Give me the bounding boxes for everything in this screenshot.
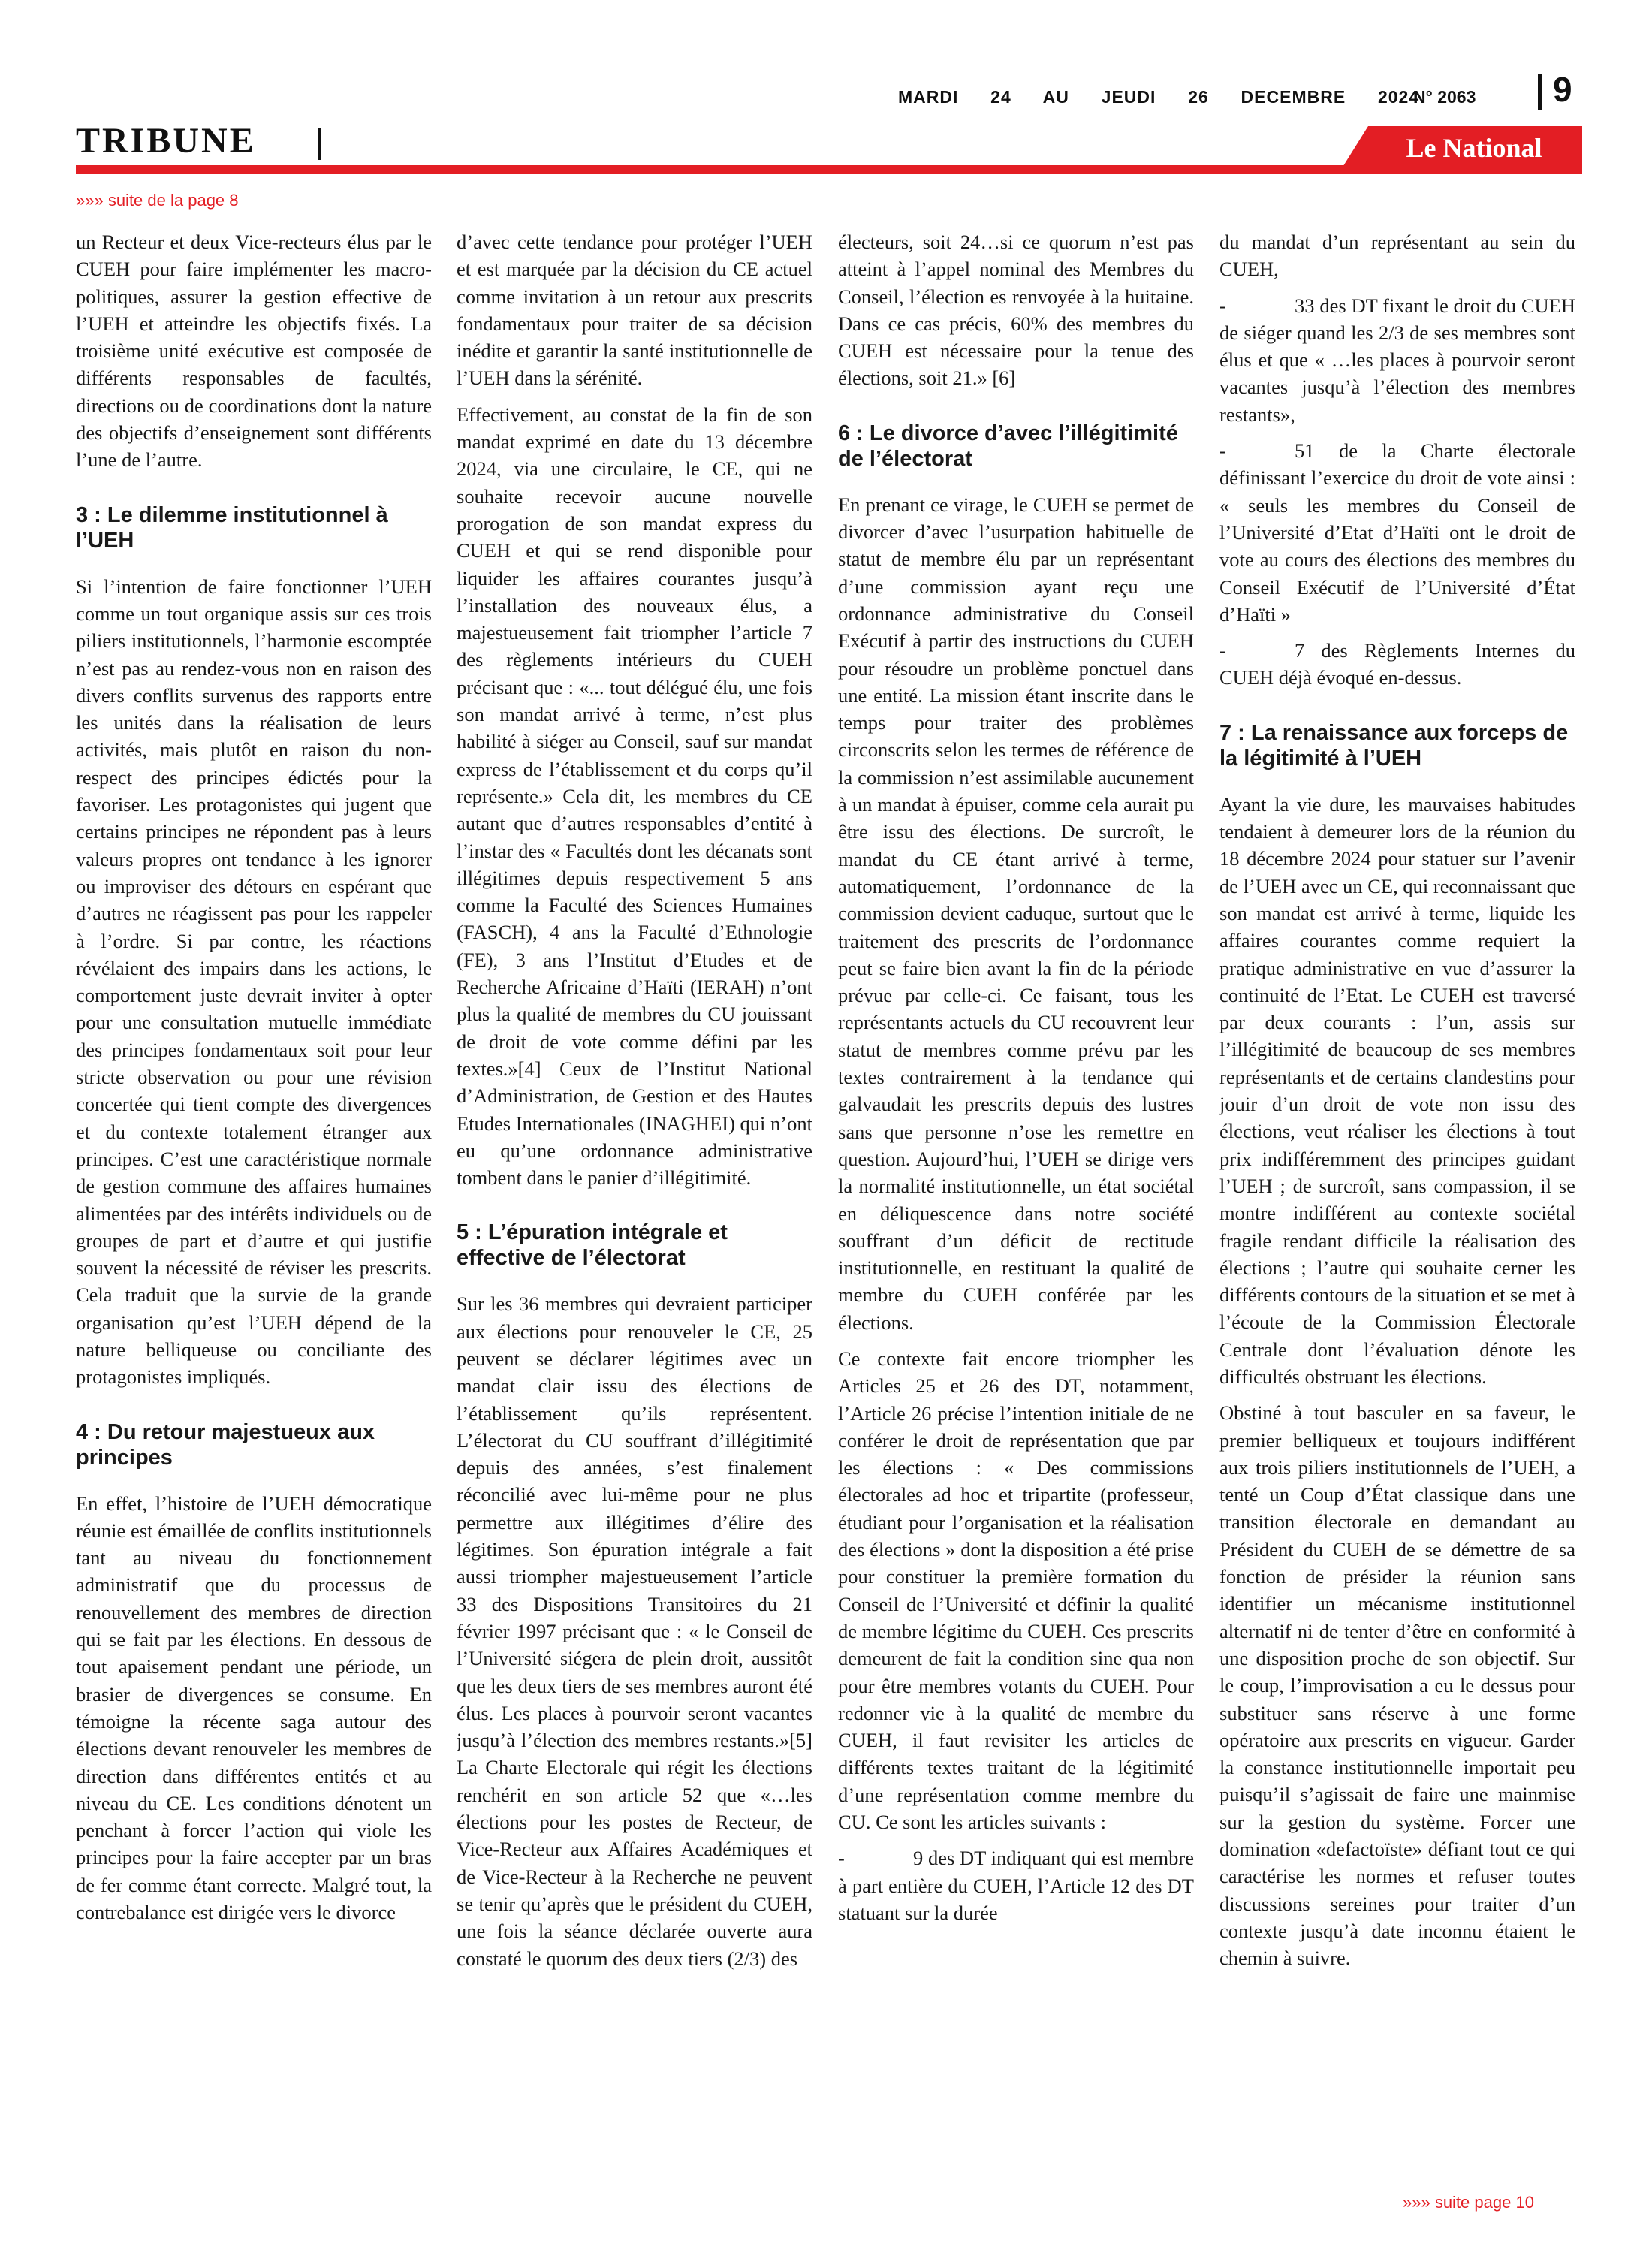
list-dash: - [838, 1847, 845, 1870]
subheading: 4 : Du retour majestueux aux principes [76, 1419, 375, 1470]
article-column-1 [76, 228, 432, 2181]
list-dash: - [1219, 639, 1226, 662]
paragraph: Ayant la vie dure, les mauvaises habitudes tendaient à demeurer lors de la réunion du 18 décembre 2024 pour statuer sur l’avenir de l’UEH avec un CE, qui reconnaissant que son mandat est arrivé à terme, liquide les affaires courantes comme requiert la pratique administrative en vue d’assurer la continuité de l’Etat. Le CUEH est traversé par deux courants : l’un, assis sur l’illégitimité de beaucoup de ses membres représentants et de certains clandestins pour jouir d’un droit de vote non issu des élections, veut réaliser les élections à tout prix indifféremment des principes guidant l’UEH ; de surcroît, sans compassion, il se montre indifférent au contexte sociétal fragile rendant difficile la réalisation des élections ; l’autre qui souhaite cerner les différents contours de la situation et se met à l’écoute de la Commission Électorale Centrale dont l’évaluation dénote les difficultés obstruant les élections. [1219, 792, 1575, 1388]
paragraph: d’avec cette tendance pour protéger l’UEH et est marquée par la décision du CE actuel comme invitation à un retour aux prescrits fondamentaux pour traiter de sa décision inédite et garantir la santé institutionnelle de l’UEH dans la sérénité. [457, 231, 812, 390]
paragraph: Effectivement, au constat de la fin de son mandat exprimé en date du 13 décembre 2024, via une circulaire, le CE, qui ne souhaite recevoir aucune nouvelle prorogation de son mandat express du CUEH et qui se rend disponible pour liquider les affaires courantes jusqu’à l’installation des nouveaux élus, a majestueusement fait triompher l’article 7 des règlements intérieurs du CUEH précisant que : «... tout délégué élu, une fois son mandat arrivé à terme, n’est plus habilité à siéger au Conseil, sauf sur mandat express de l’établissement et du corps qu’il représente.» Cela dit, les membres du CE autant que d’autres responsables d’entité à l’instar des « Facultés dont les décanats sont illégitimes depuis respectivement 5 ans comme la Faculté des Sciences Humaines (FASCH), 4 ans la Faculté d’Ethnologie (FE), 3 ans l’Institut d’Etudes et de Recherche Africaine d’Haïti (IERAH) n’ont plus la qualité de membres du CU jouissant de droit de vote comme défini par les textes.»[4] Ceux de l’Institut National d’Administration, de Gestion et des Hautes Etudes Internationales (INAGHEI) qui n’ont eu qu’une ordonnance administrative tombent dans le panier d’illégitimité. [457, 403, 812, 1190]
subheading: 7 : La renaissance aux forceps de la légitimité à l’UEH [1219, 720, 1569, 771]
paragraph: Obstiné à tout basculer en sa faveur, le premier belliqueux et toujours indifférent aux trois piliers institutionnels de l’UEH, a tenté un Coup d’État classique dans une transition électorale en demandant au Président du CUEH de se démettre de sa fonction de présider la réunion sans identifier un mécanisme institutionnel alternatif ni de tenter d’être en conformité à une disposition proche de son objectif. Sur le coup, l’improvisation a eu le dessus pour substituer sans réserve à une forme opératoire aux prescrits en vigueur. Garder la constance institutionnelle importait peu puisqu’il s’agissait de faire une mainmise sur la gestion du système. Forcer une domination «defactoïste» défiant tout ce qui caractérise les normes et refuser toutes discussions sereines pour traiter d’un contexte jusqu’à date inconnu étaient le chemin à suivre. [1219, 1401, 1575, 1970]
paragraph: En effet, l’histoire de l’UEH démocratique réunie est émaillée de conflits institutionnels tant au niveau du fonctionnement administratif que du processus de renouvellement des membres de direction qui se fait par les élections. En dessous de tout apaisement pendant une période, un brasier de divergences se consume. En témoigne la récente saga autour des élections devant renouveler les membres de direction dans différentes entités et au niveau du CE. Les conditions dénotent un penchant à forcer l’action qui viole les principes pour la faire accepter par un bras de fer comme étant correcte. Malgré tout, la contrebalance est dirigée vers le divorce [76, 1491, 432, 1924]
article-column-2 [457, 228, 812, 2181]
paragraph: du mandat d’un représentant au sein du CUEH, [1219, 231, 1575, 281]
list-item-text: 51 de la Charte électorale définissant l’exercice du droit de vote ainsi : « seuls les membres du Conseil de l’Université d’Etat d’Haïti ont le droit de vote au cours des élections des membres du Conseil Exécutif de l’Université d’État d’Haïti » [1219, 439, 1575, 626]
paragraph: Si l’intention de faire fonctionner l’UEH comme un tout organique assis sur ces trois piliers institutionnels, l’harmonie escomptée n’est pas au rendez-vous non en raison des divers conflits survenus des rapports entre les unités dans la réalisation de leurs activités, mais plutôt en raison du non-respect des principes édictés pour la favoriser. Les protagonistes qui jugent que certains principes ne répondent pas à leurs valeurs propres ont tendance à les ignorer ou improviser des détours en espérant que d’autres ne réagissent pas pour les rappeler à l’ordre. Si par contre, les réactions révélaient des impairs dans les actions, le comportement juste devrait inviter à opter pour une consultation mutuelle immédiate des principes fondamentaux soit pour leur stricte observation ou pour une révision concertée qui tient compte des divergences et du contexte totalement étranger aux principes. C’est une caractéristique normale de gestion commune des affaires humaines alimentées par des intérêts individuels ou de groupes de part et d’autre et qui justifie souvent la nécessité de réviser les prescrits. Cela traduit que la survie de la grande organisation qu’est l’UEH dépend de la nature belliqueuse ou conciliante des protagonistes impliqués. [76, 575, 432, 1389]
subheading: 3 : Le dilemme institutionnel à l’UEH [76, 502, 388, 553]
issue-number: N° 2063 [1413, 87, 1476, 107]
subheading: 6 : Le divorce d’avec l’illégitimité de l’électorat [838, 421, 1178, 471]
list-item-text: 7 des Règlements Internes du CUEH déjà évoqué en-dessus. [1219, 639, 1575, 689]
section-title: TRIBUNE [76, 121, 256, 161]
article-column-4 [1219, 228, 1575, 2181]
newspaper-name: Le National [1406, 133, 1542, 163]
paragraph: un Recteur et deux Vice-recteurs élus par le CUEH pour faire implémenter les macro-politiques, assurer la gestion effective de l’UEH et atteindre les objectifs fixés. La troisième unité exécutive est composée de différents responsables de facultés, directions ou de coordinations dont la nature des objectifs d’enseignement sont différents l’une de l’autre. [76, 231, 432, 472]
page-number: 9 [1553, 70, 1572, 109]
list-item [838, 1844, 1194, 1926]
list-item-text: 9 des DT indiquant qui est membre à part entière du CUEH, l’Article 12 des DT statuant sur la durée [838, 1847, 1194, 1924]
paragraph: Ce contexte fait encore triompher les Articles 25 et 26 des DT, notamment, l’Article 26 précise l’intention initiale de ne conférer le droit de représentation que par les élections : « Des commissions électorales ad hoc et tripartite (professeur, étudiant pour l’organisation et la réalisation des élections » dont la disposition a été prise pour constituer la première formation du Conseil de l’Université et définir la qualité de membre légitime du CUEH. Ces prescrits demeurent de fait la condition sine qua non pour être membres votants du CUEH. Pour redonner vie à la qualité de membre du CUEH, il faut revisiter les articles de différents textes traitant de la légitimité d’une représentation comme membre du CU. Ce sont les articles suivants : [838, 1347, 1194, 1834]
list-dash: - [1219, 439, 1226, 463]
header-rule [76, 165, 1582, 174]
page-number-divider [1538, 74, 1542, 110]
issue-date: MARDI 24 AU JEUDI 26 DECEMBRE 2024 [898, 87, 1420, 107]
list-item [1219, 437, 1575, 628]
article-column-3 [838, 228, 1194, 2181]
list-item [1219, 292, 1575, 428]
continued-from-link[interactable]: »»» suite de la page 8 [76, 191, 239, 210]
paragraph: Sur les 36 membres qui devraient participer aux élections pour renouveler le CE, 25 peuvent se déclarer légitimes avec un mandat clair issu des élections de l’établissement qu’ils représentent. L’électorat du CU souffrant d’illégitimité depuis des années, s’est finalement réconcilié avec lui-même pour ne plus permettre aux illégitimes d’élire des légitimes. Son épuration intégrale a fait aussi triompher majestueusement l’article 33 des Dispositions Transitoires du 21 février 1997 précisant que : « le Conseil de l’Université siégera de plein droit, aussitôt que les deux tiers de ses membres auront été élus. Les places à pourvoir seront vacantes jusqu’à l’élection des membres restants.»[5] La Charte Electorale qui régit les élections renchérit en son article 52 que «…les élections pour les postes de Recteur, de Vice-Recteur aux Affaires Académiques et de Vice-Recteur à la Recherche ne peuvent se tenir qu’après que le président du CUEH, une fois la séance déclarée ouverte aura constaté le quorum des deux tiers (2/3) des [457, 1292, 812, 1970]
paragraph: électeurs, soit 24…si ce quorum n’est pas atteint à l’appel nominal des Membres du Conseil, l’élection es renvoyée à la huitaine. Dans ce cas précis, 60% des membres du CUEH est nécessaire pour la tenue des élections, soit 21.» [6] [838, 231, 1194, 390]
list-item-text: 33 des DT fixant le droit du CUEH de siéger quand les 2/3 de ses membres sont élus et que « …les places à pourvoir seront vacantes jusqu’à l’élection des membres restants», [1219, 294, 1575, 426]
subheading: 5 : L’épuration intégrale et effective de l’électorat [457, 1220, 728, 1271]
paragraph: En prenant ce virage, le CUEH se permet de divorcer d’avec l’usurpation habituelle de statut de membre élu par un représentant d’une commission ayant reçu une ordonnance administrative du Conseil Exécutif à partir des instructions du CUEH pour résoudre un problème ponctuel dans une entité. La mission étant inscrite dans le temps pour traiter des problèmes circonscrits selon les termes de référence de la commission n’est assimilable aucunement à un mandat à épuiser, comme cela aurait pu être issu des élections. De surcroît, le mandat du CE étant arrivé à terme, automatiquement, l’ordonnance de la commission devient caduque, surtout que le traitement des prescrits de l’ordonnance peut se faire bien avant la fin de la période prévue par celle-ci. Ce faisant, tous les représentants actuels du CU recouvrent leur statut de membres comme prévu par les textes contrairement à la tendance qui galvaudait les prescrits depuis des lustres sans que personne n’ose les remettre en question. Aujourd’hui, l’UEH se dirige vers la normalité institutionnelle, un état sociétal en déliquescence dans notre société souffrant d’un déficit de rectitude institutionnelle, en restituant la qualité de membre du CUEH conférée par les élections. [838, 493, 1194, 1334]
list-item [1219, 637, 1575, 692]
section-divider [318, 128, 321, 160]
continued-to-link[interactable]: »»» suite page 10 [1403, 2193, 1534, 2212]
list-dash: - [1219, 294, 1226, 317]
